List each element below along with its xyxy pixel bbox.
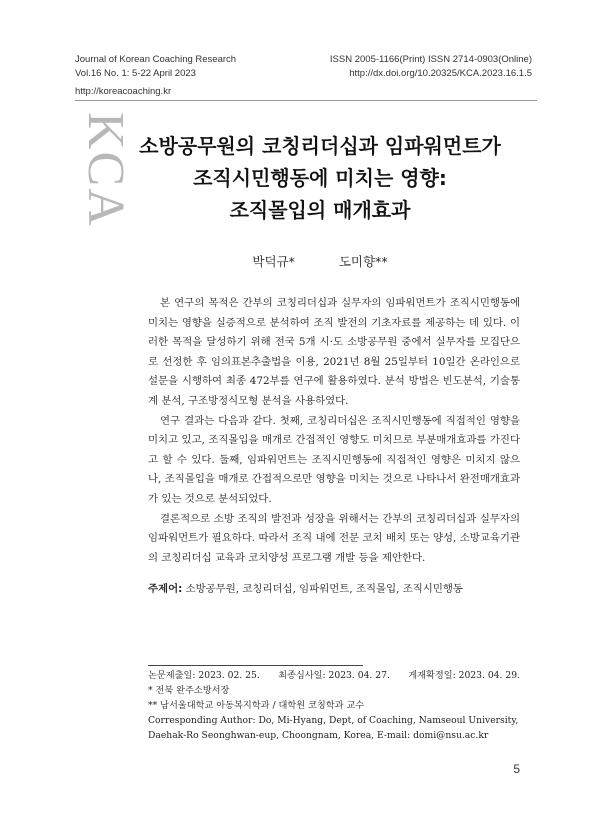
header-divider: [75, 100, 537, 101]
corresponding-address: Daehak-Ro Seonghwan-eup, Choongnam, Korea, E-mail: domi@nsu.ac.kr: [148, 730, 489, 741]
keywords-text: 소방공무원, 코칭리더십, 임파워먼트, 조직몰입, 조직시민행동: [185, 583, 463, 595]
issn-block: [330, 53, 532, 81]
kca-logo: KCA: [77, 112, 134, 228]
corresponding-author: Corresponding Author: Do, Mi-Hyang, Dept, of Coaching, Namseoul University,: [148, 715, 519, 726]
doi-link[interactable]: http://dx.doi.org/10.20325/KCA.2023.16.1.5: [349, 68, 532, 79]
submission-dates: [148, 668, 520, 683]
abstract-paragraph: 결론적으로 소방 조직의 발전과 성장을 위해서는 간부의 코칭리더십과 실무자의 임파워먼트가 필요하다. 따라서 조직 내에 전문 코치 배치 또는 양성, 소방교육기관의 코칭리더십 교육과 코치양성 프로그램 개발 등을 제안한다.: [148, 512, 520, 564]
accepted-date: 게재확정일: 2023. 04. 29.: [408, 670, 520, 681]
author-list: 박덕규* 도미향**: [252, 254, 388, 269]
keywords-label: 주제어:: [148, 583, 183, 595]
received-date: 논문제출일: 2023. 02. 25.: [148, 670, 260, 681]
journal-header: [75, 53, 236, 81]
abstract-paragraph: 연구 결과는 다음과 같다. 첫째, 코칭리더십은 조직시민행동에 직접적인 영향을 미치고 있고, 조직몰입을 매개로 간접적인 영향도 미치므로 부분매개효과를 가진다고 할 수 있다. 둘째, 임파워먼트는 조직시민행동에 직접적인 영향은 미치지 않으나, 조직몰입을 매개로 간접적으로만 영향을 미치는 것으로 나타나서 완전매개효과가 있는 것으로 분석되었다.: [148, 414, 520, 505]
title-line: 조직시민행동에 미치는 영향:: [193, 166, 447, 190]
footnote-divider: [148, 665, 363, 666]
page-number: 5: [513, 762, 520, 776]
reviewed-date: 최종심사일: 2023. 04. 27.: [278, 670, 390, 681]
footnotes: [148, 668, 520, 743]
title-line: 조직몰입의 매개효과: [229, 198, 411, 222]
abstract: [148, 294, 520, 568]
author2-affiliation: ** 남서울대학교 아동복지학과 / 대학원 코칭학과 교수: [148, 700, 365, 711]
journal-volume: Vol.16 No. 1: 5-22 April 2023: [75, 68, 196, 79]
abstract-paragraph: 본 연구의 목적은 간부의 코칭리더십과 실무자의 임파워먼트가 조직시민행동에 미치는 영향을 실증적으로 분석하여 조직 발전의 기초자료를 제공하는 데 있다. 이러한 목적을 달성하기 위해 전국 5개 시·도 소방공무원 중에서 실무자를 모집단으로 선정한 후 임의표본추출법을 이용, 2021년 8월 25일부터 10일간 온라인으로 설문을 시행하여 최종 472부를 연구에 활용하였다. 분석 방법은 빈도분석, 기술통계 분석, 구조방정식모형 분석을 사용하였다.: [148, 297, 520, 407]
author1-affiliation: * 전북 완주소방서장: [148, 685, 230, 696]
journal-site-link[interactable]: http://koreacoaching.kr: [75, 86, 172, 97]
title-line: 소방공무원의 코칭리더십과 임파워먼트가: [139, 134, 501, 158]
issn: ISSN 2005-1166(Print) ISSN 2714-0903(Online): [329, 54, 532, 65]
paper-title: [130, 130, 510, 226]
keywords: [148, 580, 520, 598]
journal-name: Journal of Korean Coaching Research: [75, 54, 237, 65]
